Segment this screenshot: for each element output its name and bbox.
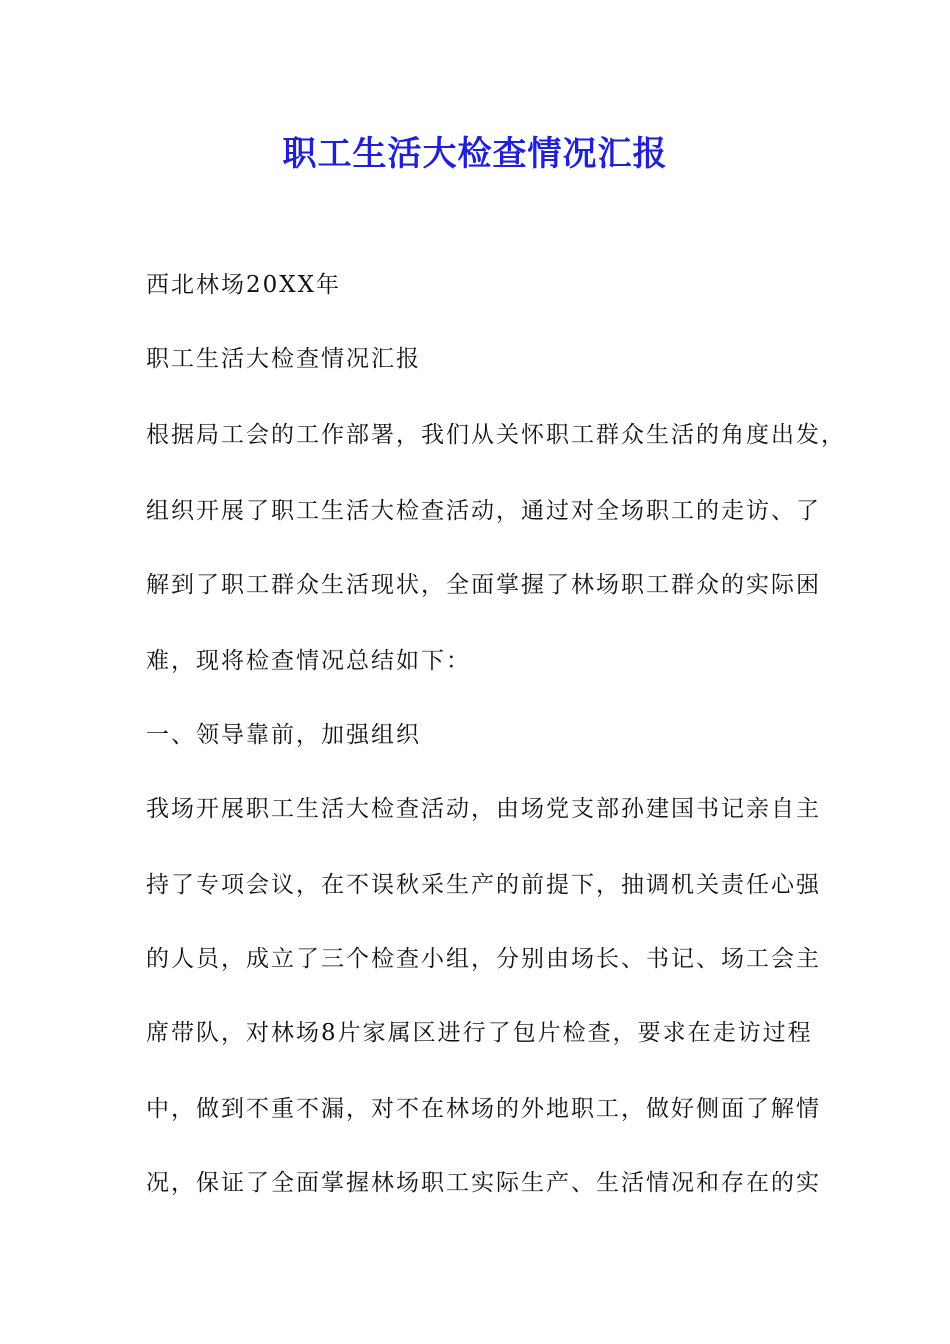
body-line: 席带队，对林场8片家属区进行了包片检查，要求在走访过程 (146, 1020, 813, 1046)
body-line: 根据局工会的工作部署，我们从关怀职工群众生活的角度出发， (146, 422, 846, 448)
body-line: 解到了职工群众生活现状，全面掌握了林场职工群众的实际困 (146, 572, 821, 598)
body-line: 组织开展了职工生活大检查活动，通过对全场职工的走访、了 (146, 498, 821, 524)
body-line: 的人员，成立了三个检查小组，分别由场长、书记、场工会主 (146, 946, 821, 972)
body-line: 持了专项会议，在不误秋采生产的前提下，抽调机关责任心强 (146, 872, 821, 898)
body-line: 难，现将检查情况总结如下： (146, 648, 471, 674)
org-year-line: 西北林场20XX年 (146, 272, 342, 298)
body-line: 况，保证了全面掌握林场职工实际生产、生活情况和存在的实 (146, 1170, 821, 1196)
body-line: 我场开展职工生活大检查活动，由场党支部孙建国书记亲自主 (146, 796, 821, 822)
subtitle-line: 职工生活大检查情况汇报 (146, 346, 421, 372)
body-line: 中，做到不重不漏，对不在林场的外地职工，做好侧面了解情 (146, 1096, 821, 1122)
document-title: 职工生活大检查情况汇报 (282, 134, 668, 174)
section-heading: 一、领导靠前，加强组织 (146, 722, 421, 748)
